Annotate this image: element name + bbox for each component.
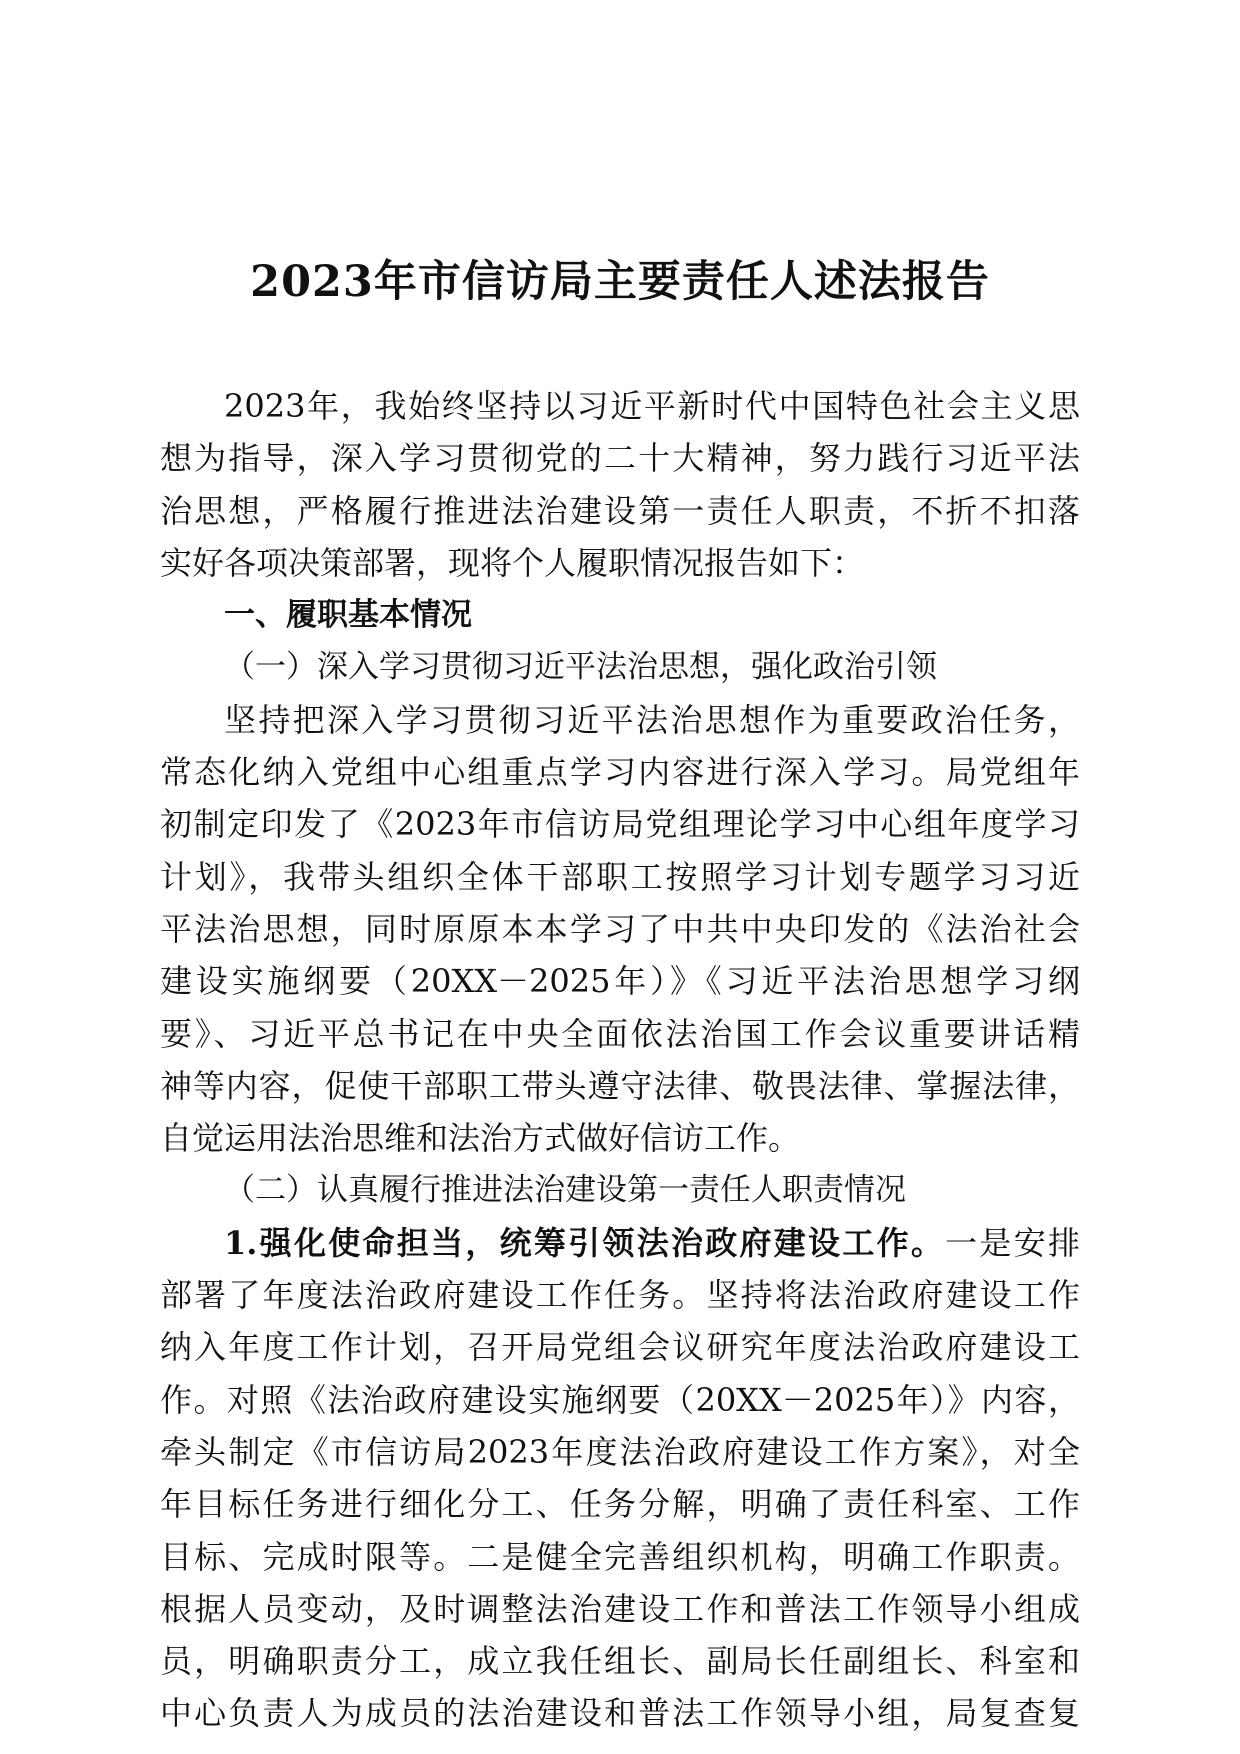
- paragraph-line: 要》、习近平总书记在中央全面依法治国工作会议重要讲话精: [160, 1014, 1080, 1053]
- section-heading: 一、履职基本情况: [224, 597, 472, 634]
- intro-line: 实好各项决策部署，现将个人履职情况报告如下：: [160, 543, 865, 582]
- paragraph-line: 坚持把深入学习贯彻习近平法治思想作为重要政治任务，: [224, 700, 1080, 739]
- item-lead-rest: 一是安排: [945, 1223, 1080, 1262]
- item-first-line: [160, 1217, 1080, 1269]
- paragraph-line: 员，明确职责分工，成立我任组长、副局长任副组长、科室和: [160, 1642, 1080, 1681]
- document-body: [160, 380, 1080, 1740]
- paragraph-line: 初制定印发了《2023年市信访局党组理论学习中心组年度学习: [160, 805, 1080, 844]
- paragraph-line: 部署了年度法治政府建设工作任务。坚持将法治政府建设工作: [160, 1276, 1080, 1315]
- subsection-heading: （一）深入学习贯彻习近平法治思想，强化政治引领: [224, 649, 937, 686]
- paragraph-line: 自觉运用法治思维和法治方式做好信访工作。: [160, 1119, 801, 1158]
- intro-line: 想为指导，深入学习贯彻党的二十大精神，努力践行习近平法: [160, 439, 1080, 478]
- paragraph-line: 目标、完成时限等。二是健全完善组织机构，明确工作职责。: [160, 1537, 1080, 1576]
- intro-line: 2023年，我始终坚持以习近平新时代中国特色社会主义思: [224, 387, 1080, 425]
- paragraph-line: 计划》，我带头组织全体干部职工按照学习计划专题学习习近: [160, 857, 1080, 896]
- paragraph-line: 平法治思想，同时原原本本学习了中共中央印发的《法治社会: [160, 909, 1080, 948]
- paragraph-line: 中心负责人为成员的法治建设和普法工作领导小组，局复查复: [160, 1694, 1080, 1733]
- document-title: 2023年市信访局主要责任人述法报告: [250, 257, 990, 307]
- paragraph-line: 神等内容，促使干部职工带头遵守法律、敬畏法律、掌握法律，: [160, 1066, 1080, 1105]
- paragraph-line: 纳入年度工作计划，召开局党组会议研究年度法治政府建设工: [160, 1328, 1080, 1367]
- paragraph-line: 常态化纳入党组中心组重点学习内容进行深入学习。局党组年: [160, 753, 1080, 792]
- paragraph-line: 年目标任务进行细化分工、任务分解，明确了责任科室、工作: [160, 1485, 1080, 1524]
- paragraph-line: 建设实施纲要（20XX－2025年）》《习近平法治思想学习纲: [160, 962, 1080, 1001]
- paragraph-line: 根据人员变动，及时调整法治建设工作和普法工作领导小组成: [160, 1589, 1080, 1628]
- item-lead-in: 1.强化使命担当，统筹引领法治政府建设工作。: [224, 1223, 946, 1262]
- paragraph-line: 作。对照《法治政府建设实施纲要（20XX－2025年）》内容，: [160, 1380, 1080, 1419]
- intro-line: 治思想，严格履行推进法治建设第一责任人职责，不折不扣落: [160, 491, 1080, 530]
- subsection-heading: （二）认真履行推进法治建设第一责任人职责情况: [224, 1172, 906, 1209]
- paragraph-line: 牵头制定《市信访局2023年度法治政府建设工作方案》，对全: [160, 1432, 1080, 1471]
